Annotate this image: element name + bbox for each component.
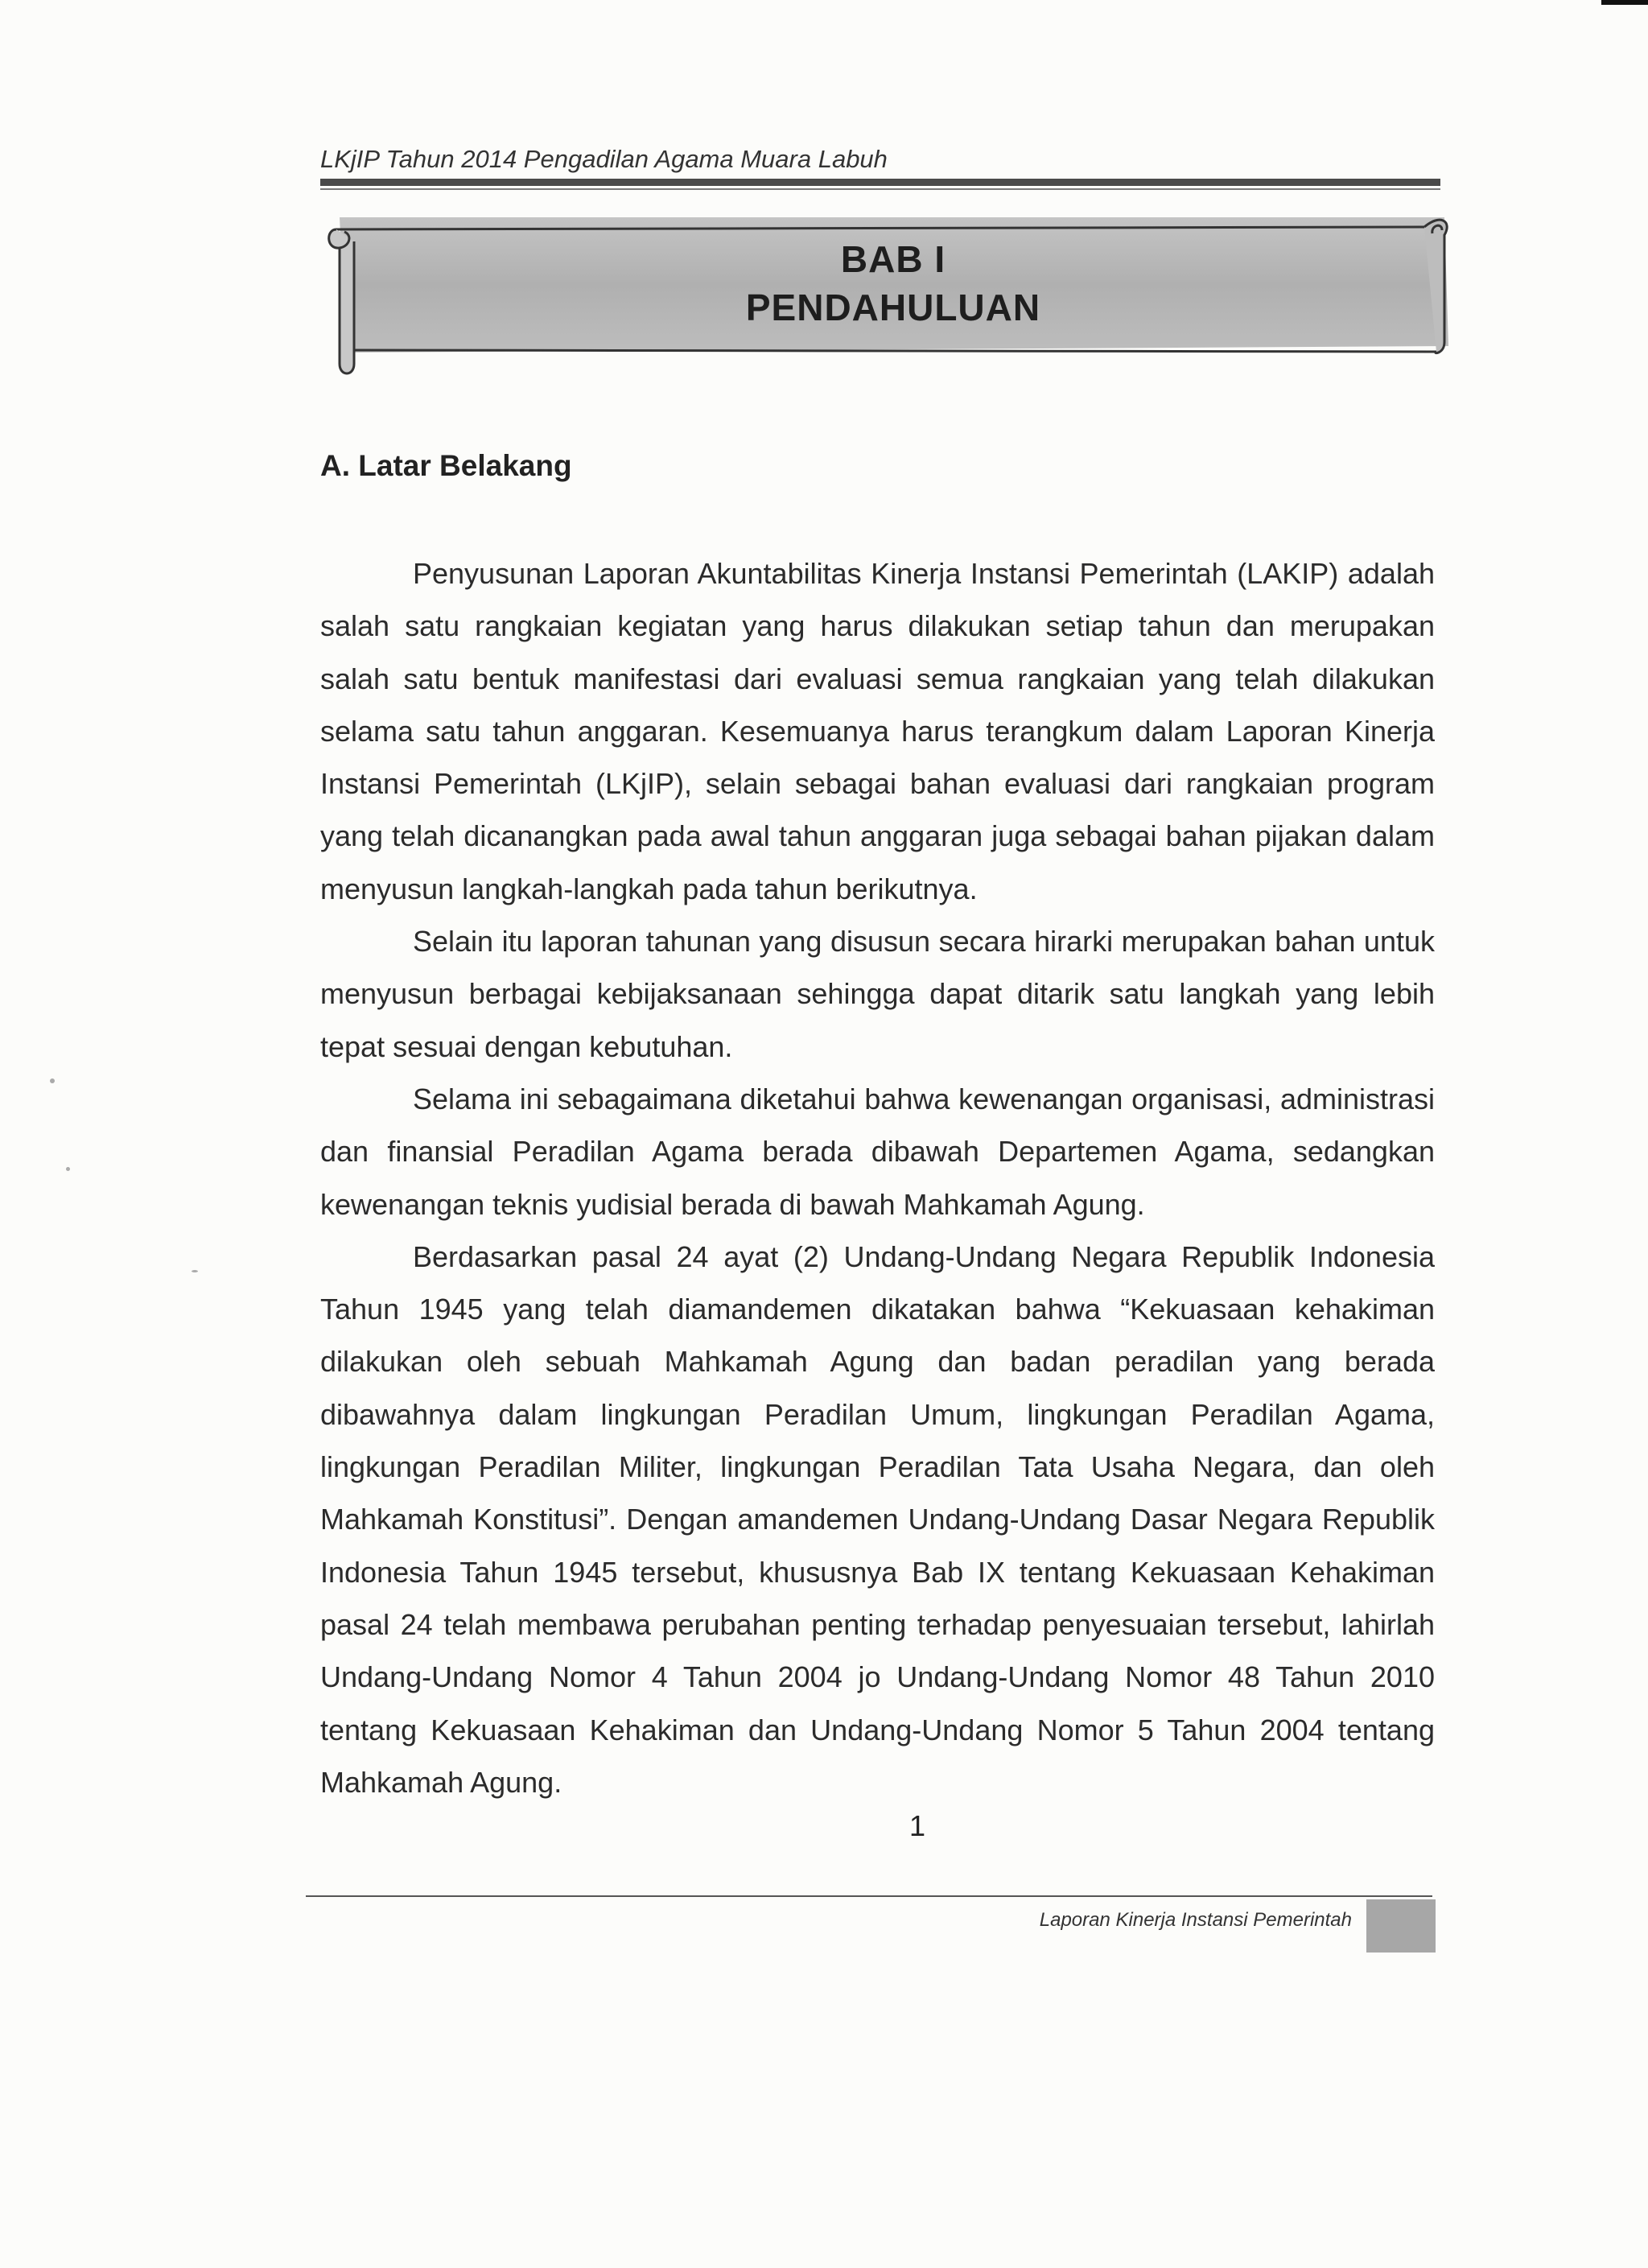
section-heading: A. Latar Belakang <box>320 449 572 482</box>
chapter-number: BAB I <box>840 238 946 280</box>
chapter-name: PENDAHULUAN <box>745 287 1041 328</box>
paragraph: Selain itu laporan tahunan yang disusun secara hirarki merupakan bahan untuk menyusun berbagai kebijaksanaan sehingga dapat ditarik satu langkah yang lebih tepat sesuai dengan kebutuhan. <box>320 925 1435 1063</box>
footer-rule <box>306 1895 1432 1897</box>
header-rule-thin <box>320 188 1440 190</box>
header-rule <box>320 179 1440 186</box>
paragraph: Penyusunan Laporan Akuntabilitas Kinerja Instansi Pemerintah (LAKIP) adalah salah satu rangkaian kegiatan yang harus dilakukan setiap tahun dan merupakan salah satu bentuk manifestasi dari evaluasi semua rangkaian yang telah dilakukan selama satu tahun anggaran. Kesemuanya harus terangkum dalam Laporan Kinerja Instansi Pemerintah (LKjIP), selain sebagai bahan evaluasi dari rangkaian program yang telah dicanangkan pada awal tahun anggaran juga sebagai bahan pijakan dalam menyusun langkah-langkah pada tahun berikutnya. <box>320 557 1435 905</box>
footer-text: Laporan Kinerja Instansi Pemerintah <box>1039 1909 1352 1931</box>
paragraph: Berdasarkan pasal 24 ayat (2) Undang-Undang Negara Republik Indonesia Tahun 1945 yang telah diamandemen dikatakan bahwa “Kekuasaan kehakiman dilakukan oleh sebuah Mahkamah Agung dan badan peradilan yang berada dibawahnya dalam lingkungan Peradilan Umum, lingkungan Peradilan Agama, lingkungan Peradilan Militer, lingkungan Peradilan Tata Usaha Negara, dan oleh Mahkamah Konstitusi”. Dengan amandemen Undang-Undang Dasar Negara Republik Indonesia Tahun 1945 tersebut, khususnya Bab IX tentang Kekuasaan Kehakiman pasal 24 telah membawa perubahan penting terhadap penyesuaian tersebut, lahirlah Undang-Undang Nomor 4 Tahun 2004 jo Undang-Undang Nomor 48 Tahun 2010 tentang Kekuasaan Kehakiman dan Undang-Undang Nomor 5 Tahun 2004 tentang Mahkamah Agung. <box>320 1239 1435 1799</box>
scan-speck <box>50 1078 55 1083</box>
body-text <box>320 547 1435 1808</box>
scan-speck <box>66 1167 70 1171</box>
footer-decoration-block <box>1366 1899 1436 1953</box>
scan-edge-mark <box>1601 0 1648 5</box>
paragraph: Selama ini sebagaimana diketahui bahwa kewenangan organisasi, administrasi dan finansial Peradilan Agama berada dibawah Departemen Agama, sedangkan kewenangan teknis yudisial berada di bawah Mahkamah Agung. <box>320 1082 1435 1221</box>
page-number: 1 <box>908 1809 926 1842</box>
scan-speck <box>192 1270 198 1272</box>
running-header: LKjIP Tahun 2014 Pengadilan Agama Muara Labuh <box>320 145 888 173</box>
chapter-title <box>338 235 1448 332</box>
